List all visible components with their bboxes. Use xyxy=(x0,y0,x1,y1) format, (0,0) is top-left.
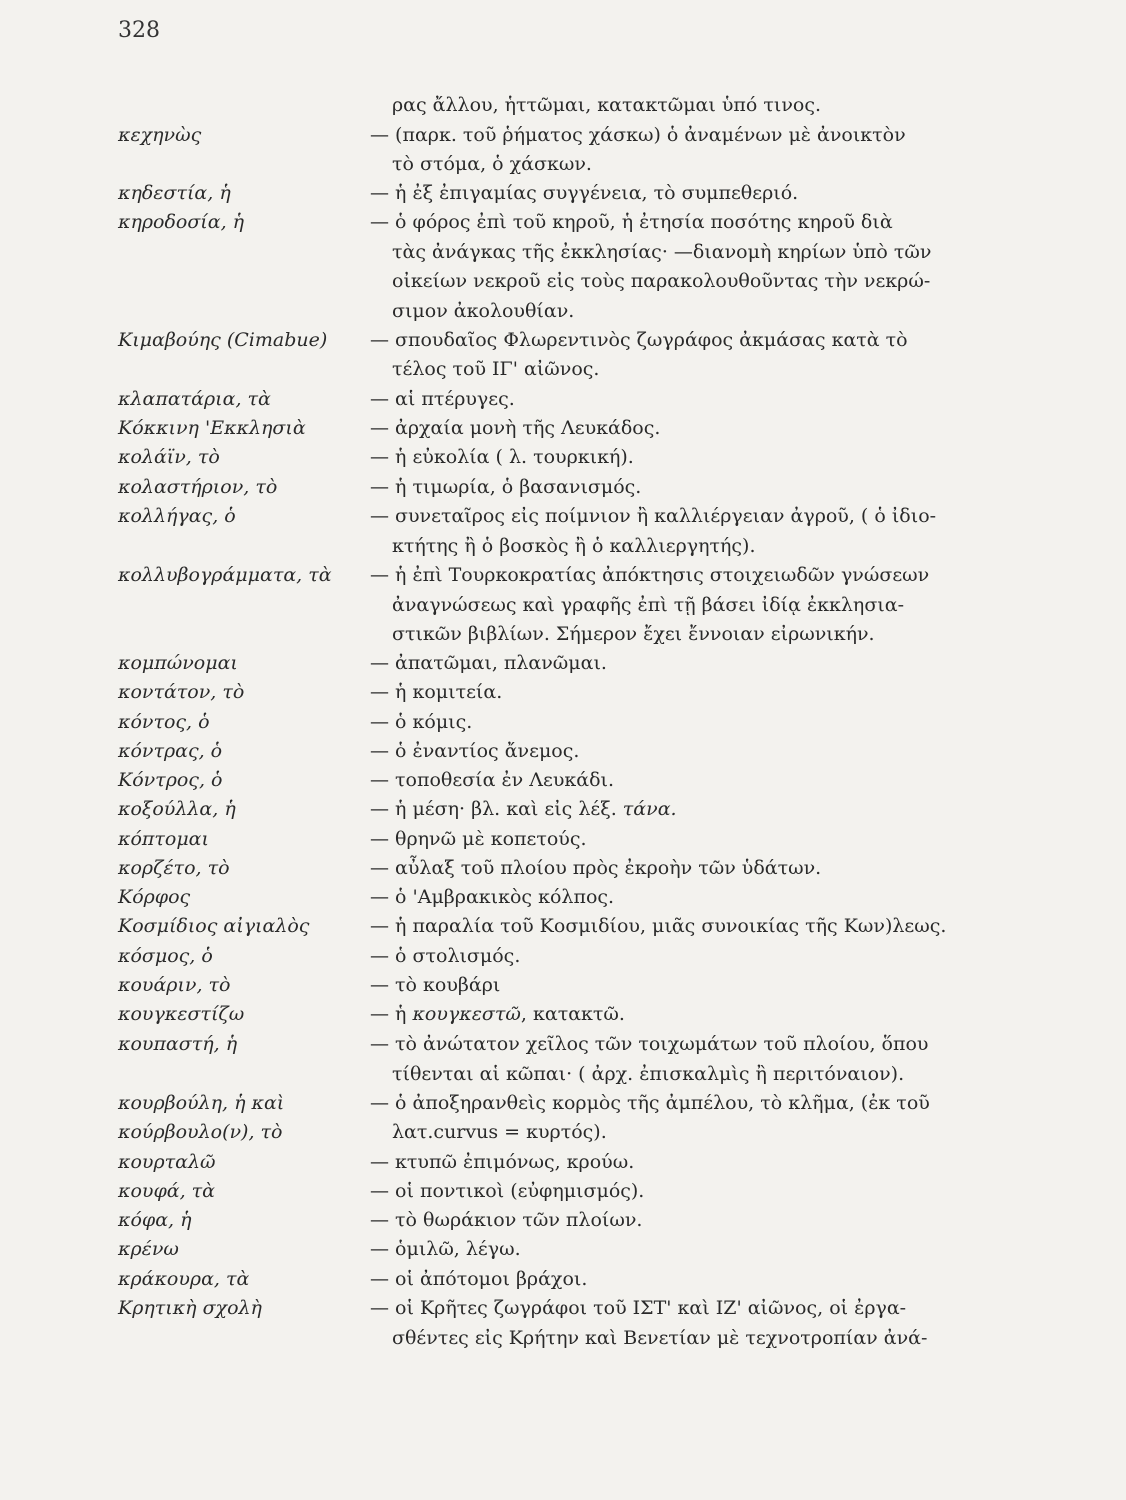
definition-line: τέλος τοῦ ΙΓ' αἰῶνος. xyxy=(392,358,600,380)
glossary-term: κουγκεστίζω xyxy=(118,1003,245,1025)
glossary-term: κεχηνὼς xyxy=(118,124,202,146)
glossary-term: κολλυβογράμματα, τὰ xyxy=(118,564,332,586)
definition-line: — ἡ εὐκολία ( λ. τουρκική). xyxy=(370,446,634,468)
glossary-term: κλαπατάρια, τὰ xyxy=(118,388,271,410)
glossary-term: Κόκκινη 'Εκκλησιὰ xyxy=(118,417,306,439)
definition-text: — ἡ μέση· βλ. καὶ εἰς λέξ. xyxy=(370,798,623,820)
definition-line: — τὸ θωράκιον τῶν πλοίων. xyxy=(370,1209,643,1231)
glossary-term: κομπώνομαι xyxy=(118,652,238,674)
definition-line: — ἡ τιμωρία, ὁ βασανισμός. xyxy=(370,476,642,498)
glossary-term: κορζέτο, τὸ xyxy=(118,857,230,879)
glossary-term: κουπαστή, ἡ xyxy=(118,1033,238,1055)
definition-line: τὰς ἀνάγκας τῆς ἐκκλησίας· —διανομὴ κηρίων ὑπὸ τῶν xyxy=(392,241,932,263)
glossary-term: κολάϊν, τὸ xyxy=(118,446,220,468)
definition-line: ρας ἄλλου, ἡττῶμαι, κατακτῶμαι ὑπό τινος. xyxy=(392,94,822,116)
definition-line: κτήτης ἢ ὁ βοσκὸς ἢ ὁ καλλιεργητής). xyxy=(392,535,756,557)
definition-line: — κτυπῶ ἐπιμόνως, κρούω. xyxy=(370,1151,635,1173)
glossary-term: κράκουρα, τὰ xyxy=(118,1268,250,1290)
definition-text: , κατακτῶ. xyxy=(520,1003,625,1025)
definition-line: ἀναγνώσεως καὶ γραφῆς ἐπὶ τῇ βάσει ἰδίᾳ ἐκκλησια- xyxy=(392,594,904,616)
cross-reference: τάνα. xyxy=(622,798,677,820)
definition-line: — ὁμιλῶ, λέγω. xyxy=(370,1238,521,1260)
definition-line: — ἡ ἐπὶ Τουρκοκρατίας ἀπόκτησις στοιχειωδῶν γνώσεων xyxy=(370,564,930,586)
definition-line: — αἱ πτέρυγες. xyxy=(370,388,515,410)
definition-line: — ὁ κόμις. xyxy=(370,711,473,733)
glossary-term: κουάριν, τὸ xyxy=(118,974,231,996)
definition-line: — οἱ ἀπότομοι βράχοι. xyxy=(370,1268,588,1290)
definition-line: — τὸ ἀνώτατον χεῖλος τῶν τοιχωμάτων τοῦ πλοίου, ὅπου xyxy=(370,1033,929,1055)
definition-line: — ἀπατῶμαι, πλανῶμαι. xyxy=(370,652,607,674)
glossary-term: κολλήγας, ὁ xyxy=(118,505,236,527)
definition-line: — ὁ 'Αμβρακικὸς κόλπος. xyxy=(370,886,615,908)
definition-line: τὸ στόμα, ὁ χάσκων. xyxy=(392,153,592,175)
glossary-term: κοξούλλα, ἡ xyxy=(118,798,236,820)
glossary-term: Κρητικὴ σχολὴ xyxy=(118,1297,262,1319)
glossary-term: κούρβουλο(ν), τὸ xyxy=(118,1121,283,1143)
definition-line: τίθενται αἱ κῶπαι· ( ἀρχ. ἐπισκαλμὶς ἢ περιτόναιον). xyxy=(392,1063,905,1085)
definition-text: — ἡ xyxy=(370,1003,413,1025)
definition-line: — ὁ ἐναντίος ἄνεμος. xyxy=(370,740,580,762)
definition-line: σιμον ἀκολουθίαν. xyxy=(392,300,575,322)
definition-line: — τοποθεσία ἐν Λευκάδι. xyxy=(370,769,615,791)
definition-line: — ἡ ἐξ ἐπιγαμίας συγγένεια, τὸ συμπεθεριό. xyxy=(370,182,799,204)
definition-line: — ὁ ἀποξηρανθεὶς κορμὸς τῆς ἀμπέλου, τὸ κλῆμα, (ἐκ τοῦ xyxy=(370,1092,930,1114)
definition-line: — ἡ κομιτεία. xyxy=(370,681,503,703)
glossary-term: κόπτομαι xyxy=(118,828,209,850)
definition-line: στικῶν βιβλίων. Σήμερον ἔχει ἔννοιαν εἰρωνικήν. xyxy=(392,623,875,645)
definition-line: — αὖλαξ τοῦ πλοίου πρὸς ἐκροὴν τῶν ὑδάτων. xyxy=(370,857,822,879)
definition-line xyxy=(370,800,677,819)
definition-line: — οἱ ποντικοὶ (εὐφημισμός). xyxy=(370,1180,645,1202)
definition-line: οἰκείων νεκροῦ εἰς τοὺς παρακολουθοῦντας τὴν νεκρώ- xyxy=(392,270,931,292)
definition-line: σθέντες εἰς Κρήτην καὶ Βενετίαν μὲ τεχνοτροπίαν ἀνά- xyxy=(392,1327,928,1349)
glossary-term: κουρταλῶ xyxy=(118,1151,216,1173)
definition-line: — τὸ κουβάρι xyxy=(370,974,501,996)
definition-line: λατ.curvus = κυρτός). xyxy=(392,1121,607,1143)
definition-line: — ὁ φόρος ἐπὶ τοῦ κηροῦ, ἡ ἐτησία ποσότης κηροῦ διὰ xyxy=(370,211,893,233)
glossary-term: κόντρας, ὁ xyxy=(118,740,223,762)
definition-line: — σπουδαῖος Φλωρεντινὸς ζωγράφος ἀκμάσας κατὰ τὸ xyxy=(370,329,908,351)
glossary-term: Κόντρος, ὁ xyxy=(118,769,223,791)
glossary-term: κόφα, ἡ xyxy=(118,1209,192,1231)
glossary-term: Κόρφος xyxy=(118,886,191,908)
definition-line xyxy=(370,1005,625,1024)
definition-line: — ὁ στολισμός. xyxy=(370,945,521,967)
definition-line: — ἀρχαία μονὴ τῆς Λευκάδος. xyxy=(370,417,661,439)
definition-line: — συνεταῖρος εἰς ποίμνιον ἢ καλλιέργειαν ἀγροῦ, ( ὁ ἰδιο- xyxy=(370,505,937,527)
glossary-term: Κιμαβούης (Cimabue) xyxy=(118,329,328,351)
glossary-term: κρένω xyxy=(118,1238,179,1260)
glossary-term: κηδεστία, ἡ xyxy=(118,182,231,204)
glossary-term: κολαστήριον, τὸ xyxy=(118,476,278,498)
glossary-term: κοντάτον, τὸ xyxy=(118,681,245,703)
definition-line: — θρηνῶ μὲ κοπετούς. xyxy=(370,828,587,850)
glossary-term: κόσμος, ὁ xyxy=(118,945,213,967)
emphasized-word: κουγκεστῶ xyxy=(412,1003,521,1025)
glossary-term: Κοσμίδιος αἰγιαλὸς xyxy=(118,915,310,937)
definition-line: — οἱ Κρῆτες ζωγράφοι τοῦ ΙΣΤ' καὶ ΙΖ' αἰῶνος, οἱ ἐργα- xyxy=(370,1297,907,1319)
glossary-term: κουρβούλη, ἡ καὶ xyxy=(118,1092,285,1114)
definition-line: — (παρκ. τοῦ ῥήματος χάσκω) ὁ ἀναμένων μὲ ἀνοικτὸν xyxy=(370,124,906,146)
page-number: 328 xyxy=(118,18,160,43)
glossary-term: κουφά, τὰ xyxy=(118,1180,216,1202)
glossary-term: κηροδοσία, ἡ xyxy=(118,211,245,233)
glossary-term: κόντος, ὁ xyxy=(118,711,210,733)
definition-line: — ἡ παραλία τοῦ Κοσμιδίου, μιᾶς συνοικίας τῆς Κων)λεως. xyxy=(370,915,947,937)
